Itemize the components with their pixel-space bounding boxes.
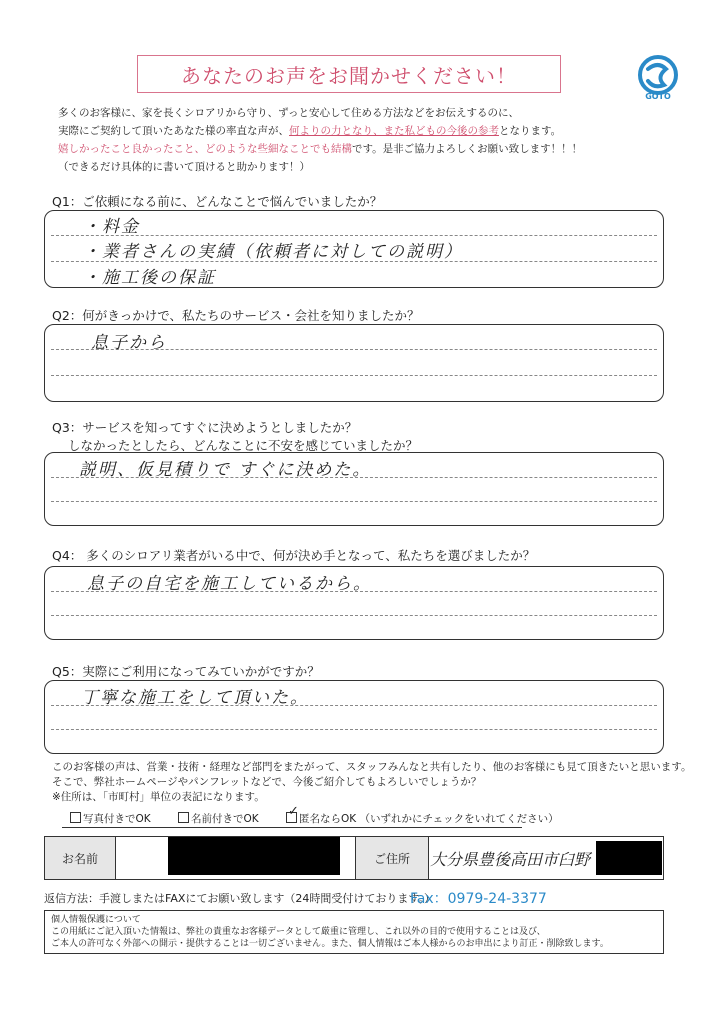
privacy-line-2: ご本人の許可なく外部への開示・提供することは一切ございません。また、個人情報はご本人様からのお申出により訂正・削除致します。 (51, 939, 609, 949)
q1-answer-3: ・施工後の保証 (83, 268, 216, 288)
q3-answer-box[interactable] (44, 452, 664, 526)
intro-line-2-c: となります。 (499, 125, 562, 137)
intro-line-3-b: です。是非ご協力よろしくお願い致します！！！ (352, 143, 583, 155)
option-photo-checkbox[interactable] (70, 812, 81, 823)
q1-answer-2: ・業者さんの実績（依頼者に対しての説明） (83, 242, 463, 262)
option-photo-label: 写真付きでOK (83, 813, 151, 825)
option-name-checkbox[interactable] (178, 812, 189, 823)
address-value: 大分県豊後高田市臼野 (430, 850, 591, 869)
q4-answer-box[interactable] (44, 566, 664, 640)
q3-label-2: しなかったとしたら、どんなことに不安を感じていましたか？ (68, 438, 419, 453)
address-redaction (596, 841, 662, 875)
q1-answer-box[interactable] (44, 210, 664, 288)
q4-label: Q4： 多くのシロアリ業者がいる中で、何が決め手となって、私たちを選びましたか？ (52, 548, 536, 563)
q1-label: Q1：ご依頼になる前に、どんなことで悩んでいましたか？ (52, 194, 383, 209)
q2-answer-box[interactable] (44, 324, 664, 402)
intro-line-1: 多くのお客様に、家を長くシロアリから守り、ずっと安心して住める方法などをお伝えするのに、 (58, 107, 519, 119)
consent-line-1: このお客様の声は、営業・技術・経理など部門をまたがって、スタッフみんなと共有したり、他のお客様にも見て頂きたいと思います。 (52, 761, 692, 773)
name-redaction (168, 837, 340, 875)
address-label: ご住所 (355, 837, 429, 879)
name-field[interactable] (115, 837, 356, 879)
q1-answer-1: ・料金 (83, 217, 140, 237)
page-title: あなたのお声をお聞かせください！ (137, 55, 561, 93)
intro-line-3-emphasis: 嬉しかったこと良かったこと、どのような些細なことでも結構 (58, 143, 352, 155)
consent-line-2: そこで、弊社ホームページやパンフレットなどで、今後ご紹介してもよろしいでしょうか？ (52, 776, 482, 788)
q2-answer-1: 息子から (91, 333, 167, 353)
info-row (44, 836, 664, 880)
q5-answer-1: 丁寧な施工をして頂いた。 (81, 688, 309, 708)
intro-line-3 (58, 142, 688, 157)
return-method-label: 返信方法：手渡しまたはFAXにてお願い致します（24時間受付けております。） (44, 892, 435, 905)
q2-label: Q2：何がきっかけで、私たちのサービス・会社を知りましたか？ (52, 308, 420, 323)
q5-label: Q5：実際にご利用になってみていかがですか？ (52, 664, 320, 679)
consent-line-3: ※住所は、「市町村」単位の表記になります。 (52, 791, 265, 803)
fax-number: Fax：0979-24-3377 (410, 891, 547, 907)
options-underline (62, 827, 522, 828)
option-name[interactable] (178, 812, 259, 827)
intro-line-2 (58, 124, 688, 139)
option-name-label: 名前付きでOK (191, 813, 259, 825)
privacy-box (44, 910, 664, 954)
option-note: （いずれかにチェックをいれてください） (359, 813, 559, 825)
option-anonymous-label: 匿名ならOK (299, 813, 357, 825)
privacy-line-1: この用紙にご記入頂いた情報は、弊社の貴重なお客様データとして厳重に管理し、これ以外の目的で使用することは及び、 (51, 927, 546, 937)
option-photo[interactable] (70, 812, 151, 827)
intro-line-2-emphasis: 何よりの力となり、また私どもの今後の参考 (289, 125, 499, 137)
q3-answer-1: 説明、仮見積りで すぐに決めた。 (79, 460, 372, 480)
name-label: お名前 (45, 837, 115, 879)
q3-label-1: Q3：サービスを知ってすぐに決めようとしましたか？ (52, 420, 358, 435)
q4-answer-1: 息子の自宅を施工しているから。 (87, 574, 372, 594)
intro-line-4: （できるだけ具体的に書いて頂けると助かります！） (58, 161, 310, 173)
check-mark: ✓ (288, 804, 299, 819)
option-anonymous[interactable] (286, 804, 559, 827)
intro-line-2-a: 実際にご契約して頂いたあなた様の率直な声が、 (58, 125, 289, 137)
q5-answer-box[interactable] (44, 680, 664, 754)
logo-text: GOTO (645, 92, 671, 101)
privacy-title: 個人情報保護について (51, 915, 141, 925)
option-anonymous-checkbox[interactable] (286, 804, 299, 823)
address-field[interactable] (428, 837, 663, 879)
